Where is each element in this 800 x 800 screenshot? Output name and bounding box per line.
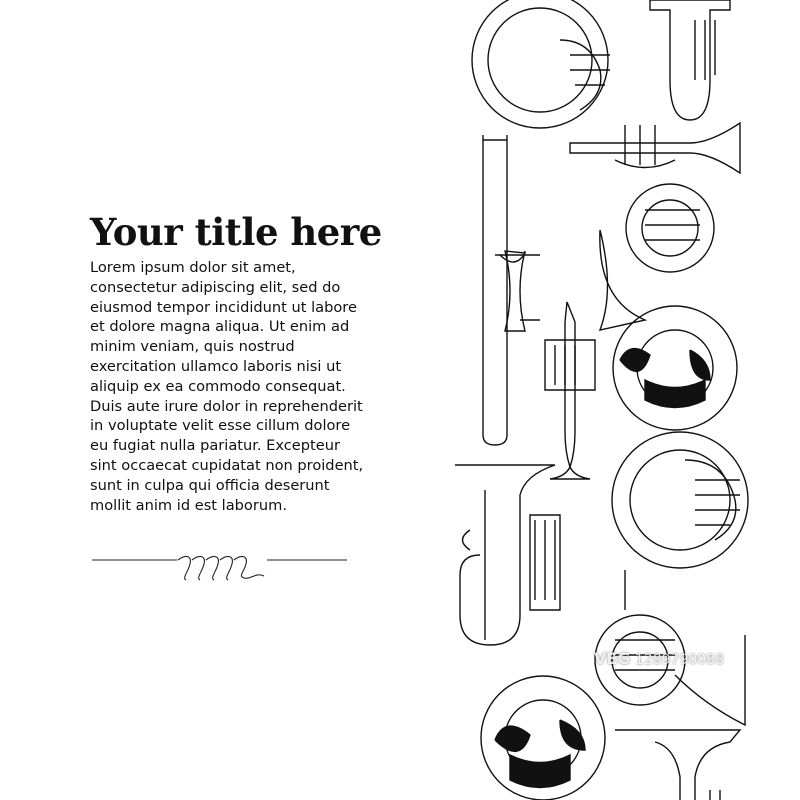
page-title: Your title here: [90, 210, 382, 254]
tuba-icon: [615, 730, 740, 800]
tuba-icon: [650, 0, 730, 120]
brass-instruments-illustration: [440, 0, 800, 800]
trombone-icon: [483, 135, 540, 445]
body-paragraph: Lorem ipsum dolor sit amet, consectetur adipiscing elit, sed do eiusmod tempor incididunt ut labore et dolore magna aliqua. Ut enim ad minim veniam, quis nostrud exercitation ullamco laboris nisi ut aliquip ex ea commodo consequat. Duis aute irure dolor in reprehenderit in voluptate velit esse cillum dolore eu fugiat nulla pariatur. Excepteur sint occaecat cupidatat non proident, sunt in culpa qui officia deserunt mollit anim id est laborum.: [90, 259, 364, 514]
sousaphone-icon: [472, 0, 610, 128]
watermark-brand: VEG: [594, 649, 631, 668]
sousaphone-icon: [612, 432, 748, 568]
sousaphone-bell-icon: [481, 676, 605, 800]
watermark-id: 1289790088: [634, 652, 724, 668]
watermark: [594, 649, 724, 668]
sousaphone-bell-icon: [613, 306, 737, 430]
cornet-icon: [545, 302, 595, 479]
euphonium-icon: [455, 465, 560, 645]
french-horn-icon: [595, 570, 745, 725]
trumpet-icon: [570, 123, 740, 173]
ornament-divider: [92, 548, 352, 588]
